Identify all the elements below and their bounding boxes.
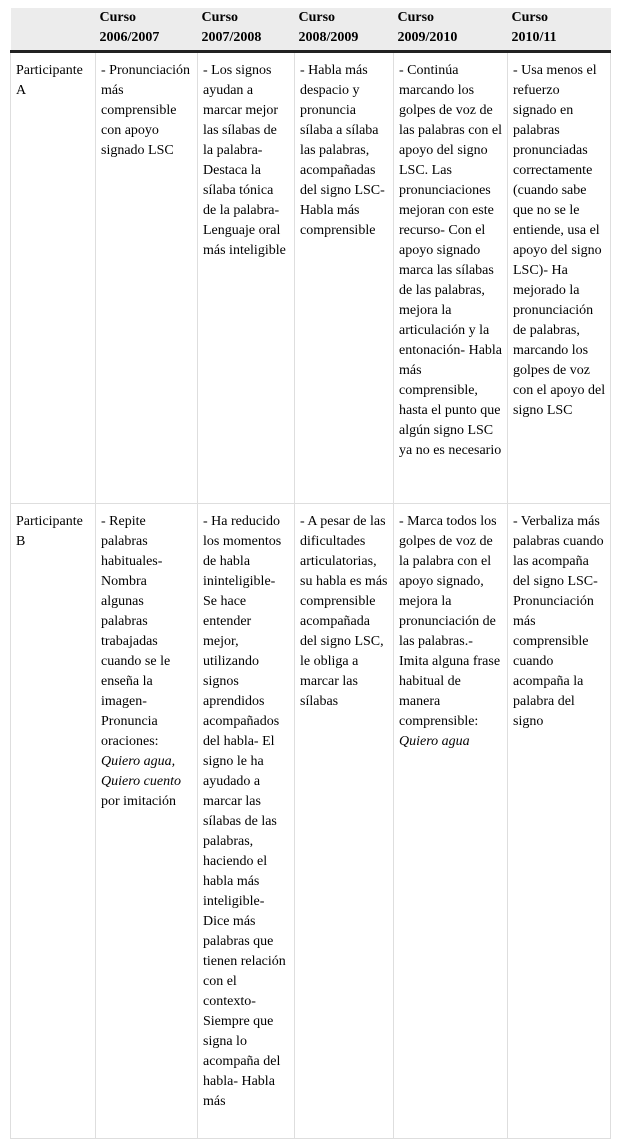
cell-text-tail: por imitación: [101, 794, 177, 809]
header-2010-11: [508, 8, 611, 52]
table-row-participant-b: [11, 504, 611, 1139]
cell-italic-example: Quiero agua, Quiero cuento: [101, 754, 181, 789]
cell-a-2008-2009: - Habla más despacio y pronuncia sílaba a sílaba las palabras, acompañadas del signo LSC- Habla más comprensible: [295, 52, 394, 504]
cell-b-2010-11: - Verbaliza más palabras cuando las acompaña del signo LSC- Pronunciación más comprensible cuando acompaña la palabra del signo: [508, 504, 611, 1139]
cell-italic-example: Quiero agua: [399, 734, 470, 749]
header-2006-2007: [96, 8, 198, 52]
cell-a-2007-2008: - Los signos ayudan a marcar mejor las sílabas de la palabra- Destaca la sílaba tónica de la palabra- Lenguaje oral más inteligible: [198, 52, 295, 504]
header-year: 2007/2008: [201, 30, 262, 45]
participant-name-cell: Participante A: [11, 52, 96, 504]
header-label: Curso: [99, 10, 137, 25]
header-year: 2008/2009: [298, 30, 359, 45]
header-label: Curso: [298, 10, 336, 25]
header-row: [11, 8, 611, 52]
header-2007-2008: [198, 8, 295, 52]
cell-b-2008-2009: - A pesar de las dificultades articulatorias, su habla es más comprensible acompañada del signo LSC, le obliga a marcar las sílabas: [295, 504, 394, 1139]
table-row-participant-a: [11, 52, 611, 504]
header-label: Curso: [397, 10, 435, 25]
cell-b-2007-2008: - Ha reducido los momentos de habla ininteligible- Se hace entender mejor, utilizando signos aprendidos acompañados del habla- El signo le ha ayudado a marcar las sílabas de las palabras, haciendo el habla más inteligible- Dice más palabras que tienen relación con el contexto- Siempre que signa lo acompaña del habla- Habla más: [198, 504, 295, 1139]
cell-text: - Repite palabras habituales- Nombra algunas palabras trabajadas cuando se le enseña la imagen- Pronuncia oraciones:: [101, 514, 171, 749]
header-participant-column: [11, 8, 96, 52]
cell-a-2009-2010: - Continúa marcando los golpes de voz de las palabras con el apoyo del signo LSC. Las pronunciaciones mejoran con este recurso- Con el apoyo signado marca las sílabas de las palabras, mejora la articulación y la entonación- Habla más comprensible, hasta el punto que algún signo LSC ya no es necesario: [394, 52, 508, 504]
participant-name-cell: Participante B: [11, 504, 96, 1139]
header-label: Curso: [511, 10, 549, 25]
header-year: 2010/11: [511, 30, 557, 45]
header-year: 2006/2007: [99, 30, 160, 45]
cell-a-2010-11: - Usa menos el refuerzo signado en palabras pronunciadas correctamente (cuando sabe que no se le entiende, usa el apoyo del signo LSC)- Ha mejorado la pronunciación de palabras, marcando los golpes de voz con el apoyo del signo LSC: [508, 52, 611, 504]
header-2009-2010: [394, 8, 508, 52]
cell-text: - Marca todos los golpes de voz de la palabra con el apoyo signado, mejora la pronunciación de las palabras.- Imita alguna frase habitual de manera comprensible:: [399, 514, 501, 729]
progress-table: [10, 8, 611, 1139]
header-label: Curso: [201, 10, 239, 25]
table-header: [11, 8, 611, 52]
cell-b-2006-2007: [96, 504, 198, 1139]
table-container: [10, 8, 610, 1139]
header-2008-2009: [295, 8, 394, 52]
header-year: 2009/2010: [397, 30, 458, 45]
cell-a-2006-2007: - Pronunciación más comprensible con apoyo signado LSC: [96, 52, 198, 504]
cell-b-2009-2010: [394, 504, 508, 1139]
table-body: [11, 52, 611, 1139]
